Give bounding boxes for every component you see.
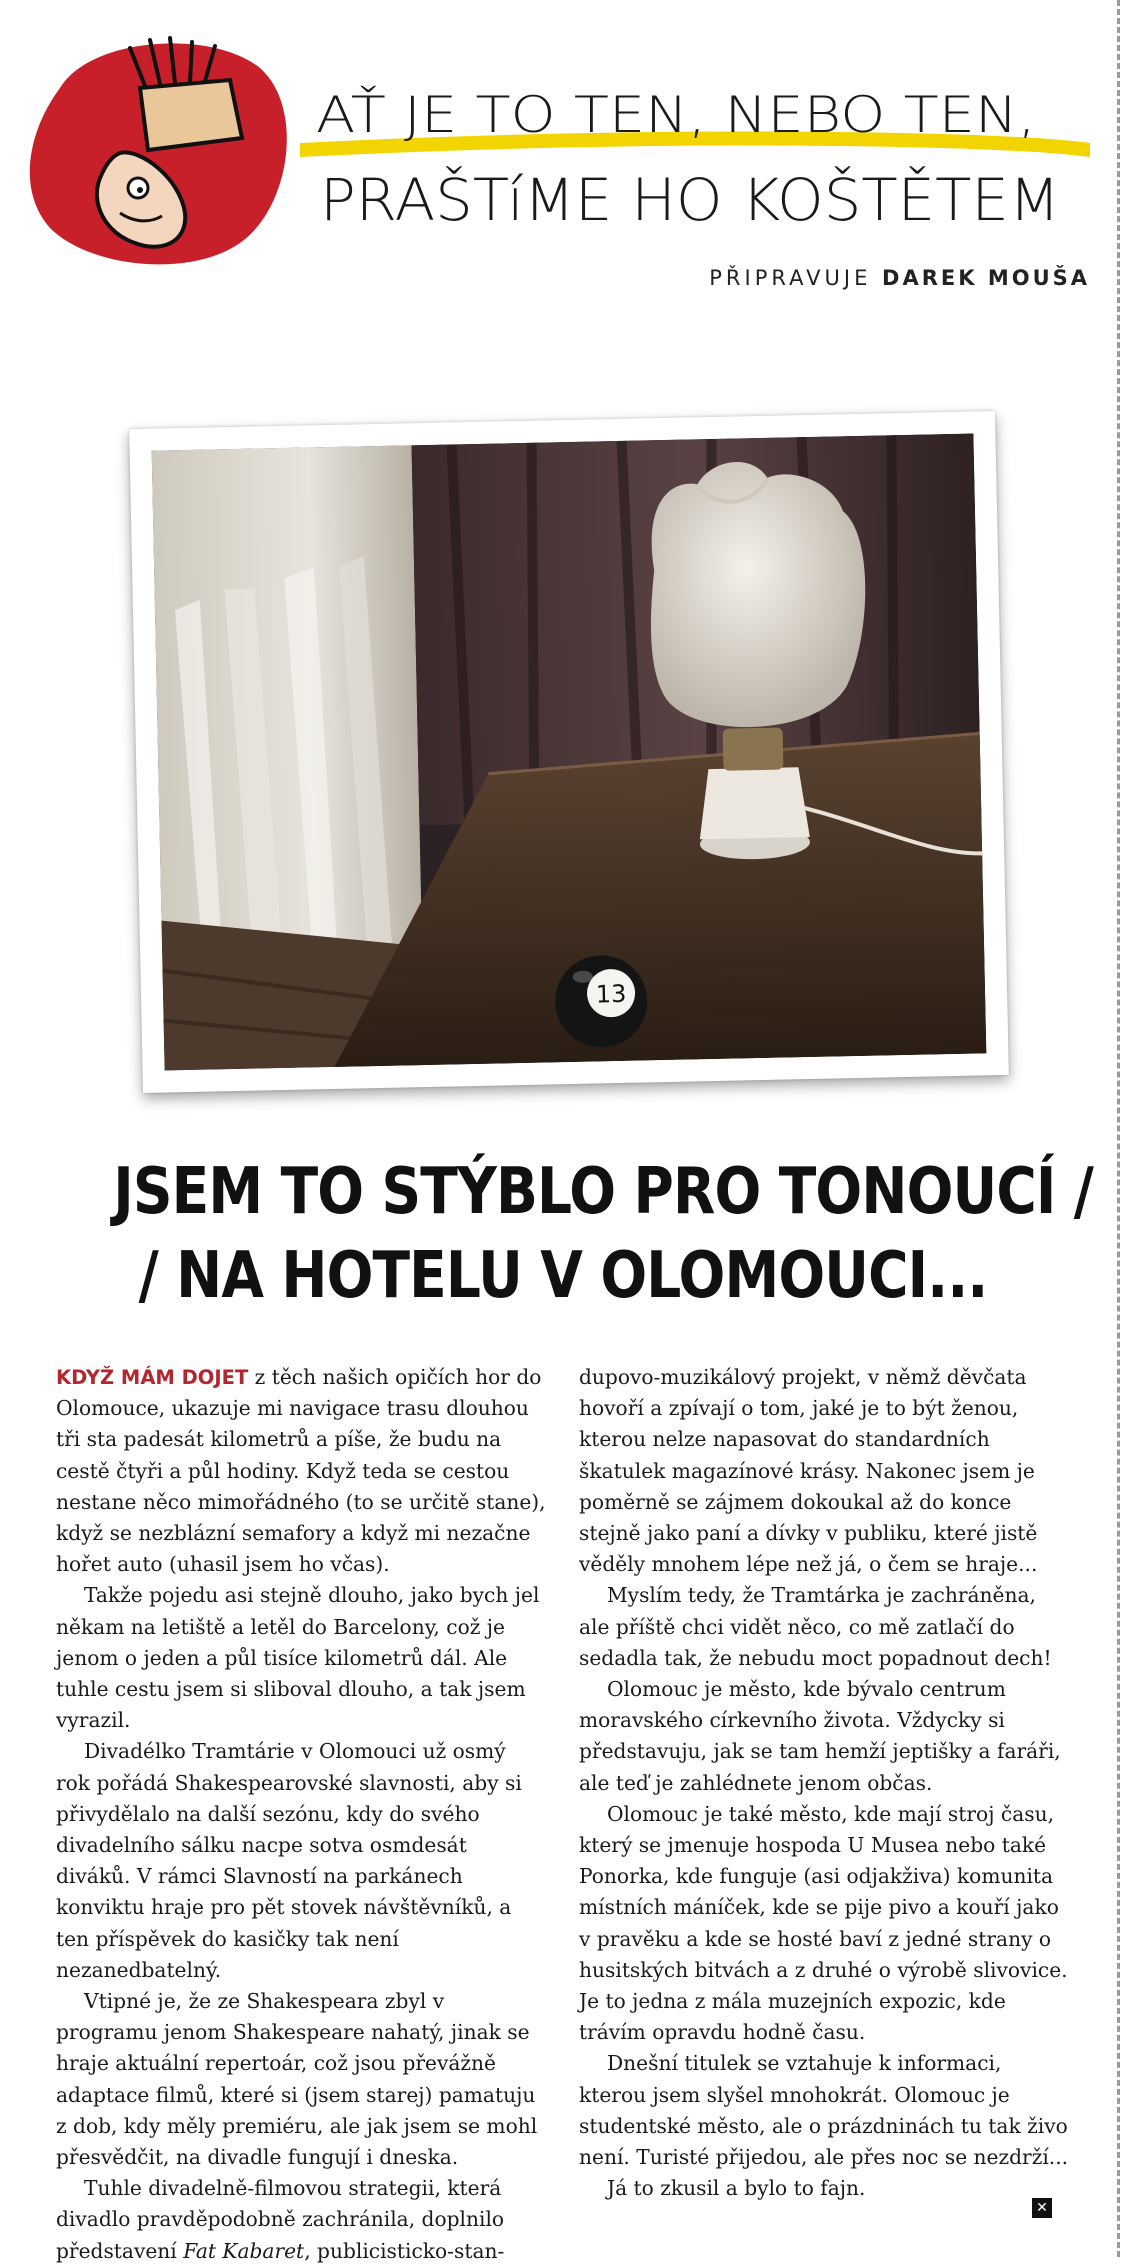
broom-man-logo-icon	[20, 28, 295, 273]
headline-line-2: / NA HOTELU V OLOMOUCI...	[138, 1239, 988, 1314]
paragraph: Takže pojedu asi stejně dlouho, jako bych jel někam na letiště a letěl do Barcelony, což je jenom o jeden a půl tisíce kilometrů dál. Ale tuhle cestu jsem si sliboval dlouho, a tak jsem vyrazil.	[56, 1583, 540, 1733]
pool-ball-number: 13	[595, 979, 627, 1009]
author-name: DAREK MOUŠA	[882, 266, 1090, 290]
show-title: Fat Kabaret	[183, 2238, 305, 2263]
article-photo	[129, 411, 1009, 1093]
column-logo	[20, 28, 295, 273]
article-body	[56, 1362, 1069, 2263]
paragraph: dupovo-muzikálový projekt, v němž děvčata hovoří a zpívají o tom, jaké je to být ženou, kterou nelze napasovat do standardních škatulek magazínové krásy. Nakonec jsem je poměrně se zájmem dokoukal až do konce stejně jako paní a dívky v publiku, které jistě věděly mnohem lépe než já, o čem se hraje...	[579, 1365, 1038, 1577]
paragraph-text: z těch našich opičích hor do Olomouce, ukazuje mi navigace trasu dlouhou tři sta padesát kilometrů a píše, že budu na cestě čtyři a půl hodiny. Když teda se cestou nestane něco mimořádného (to se určitě stane), když se nezblázní semafory a když mi nezačne hořet auto (uhasil jsem ho včas).	[56, 1365, 546, 1577]
paragraph: Olomouc je město, kde bývalo centrum moravského církevního života. Vždycky si představuju, jak se tam hemží jeptišky a faráři, ale teď je zahlédnete jenom občas.	[579, 1677, 1061, 1795]
paragraph: Dnešní titulek se vztahuje k informaci, kterou jsem slyšel mnohokrát. Olomouc je studentské město, ale o prázdninách tu tak živo není. Turisté přijedou, ale přes noc se nezdrží...	[579, 2051, 1069, 2170]
byline-prefix: PŘIPRAVUJE	[709, 266, 872, 290]
paragraph: Olomouc je také město, kde mají stroj času, který se jmenuje hospoda U Musea nebo také Ponorka, kde funguje (asi odjakživa) komunita místních máníček, kde se pije pivo a kouří jako v pravěku a kde se hosté baví z jedné strany o husitských bitvách a z druhé o výrobě slivovice. Je to jedna z mála muzejních expozic, kde trávím opravdu hodně času.	[579, 1801, 1068, 2045]
paragraph: Myslím tedy, že Tramtárka je zachráněna, ale příště chci vidět něco, co mě zatlačí do sedadla tak, že nebudu moct popadnout dech!	[579, 1583, 1052, 1670]
title-line-2: PRAŠTíME HO KOŠTĚTEM	[320, 166, 1044, 234]
byline	[709, 266, 1090, 290]
handwritten-title	[300, 70, 1090, 240]
paragraph-text: , publicisticko-stan-	[304, 2238, 505, 2263]
paragraph: Vtipné je, že ze Shakespeara zbyl v programu jenom Shakespeare nahatý, jinak se hraje aktuální repertoár, což jsou převážně adaptace filmů, které si (jsem starej) pamatuju z dob, kdy měly premiéru, ale jak jsem se mohl přesvědčit, na divadle fungují i dneska.	[56, 1989, 538, 2170]
lead-in: KDYŽ MÁM DOJET	[56, 1366, 249, 1389]
title-line-1: AŤ JE TO TEN, NEBO TEN,	[316, 86, 1036, 144]
paragraph: Divadélko Tramtárie v Olomouci už osmý rok pořádá Shakespearovské slavnosti, aby si přivydělalo na další sezónu, kdy do svého divadelního sálku nacpe sotva osmdesát diváků. V rámci Slavností na parkánech konviktu hraje pro pět stovek návštěvníků, a ten příspěvek do kasičky tak není nezanedbatelný.	[56, 1739, 522, 1982]
paragraph	[56, 2173, 546, 2267]
paragraph-text: Tuhle divadelně-filmovou strategii, která divadlo pravděpodobně zachránila, doplnilo představení	[56, 2176, 505, 2263]
right-column	[579, 1362, 1069, 2204]
headline-line-1: JSEM TO STÝBLO PRO TONOUCÍ /	[113, 1155, 1094, 1229]
paragraph: Já to zkusil a bylo to fajn.	[607, 2176, 866, 2201]
perforated-cut-line	[1117, 0, 1120, 2257]
paragraph	[56, 1362, 546, 1580]
left-column	[56, 1362, 546, 2267]
end-of-article-icon: ✕	[1032, 2198, 1052, 2218]
article-headline	[113, 1150, 1094, 1319]
